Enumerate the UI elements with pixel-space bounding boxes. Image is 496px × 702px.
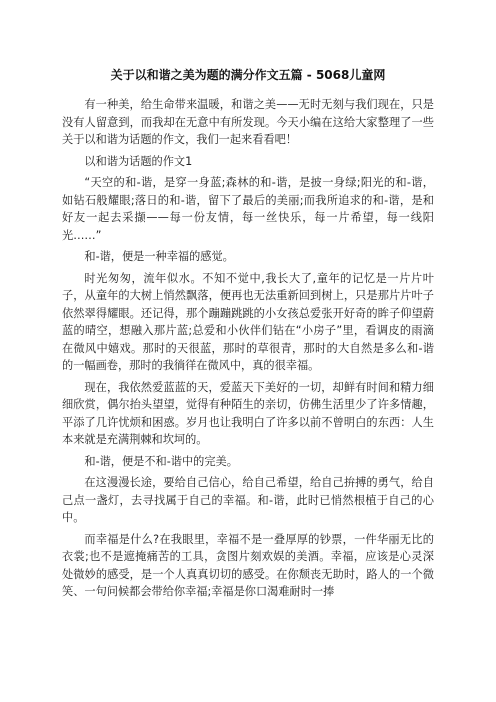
paragraph-present: 现在，我依然爱蓝蓝的天，爱蓝天下美好的一切，却鲜有时间和精力细细欣赏，偶尔抬头望望，觉得有种陌生的亲切，仿佛生活里少了许多情趣，平添了几许忧烦和困惑。岁月也让我明白了许多以前不曾明白的东西：人生本来就是充满荆棘和坎坷的。: [62, 380, 434, 446]
document-title: 关于以和谐之美为题的满分作文五篇 - 5068儿童网: [110, 68, 386, 82]
paragraph-childhood: 时光匆匆，流年似水。不知不觉中,我长大了,童年的记忆是一片片叶子，从童年的大树上悄然飘落，便再也无法重新回到树上，只是那片片叶子依然翠得耀眼。还记得，那个蹦蹦跳跳的小女孩总爱张开好奇的眸子仰望蔚蓝的晴空，想融入那片蓝;总爱和小伙伴们钻在“小房子”里，看调皮的雨滴在微风中嬉戏。那时的天很蓝，那时的草很青，那时的大自然是多么和-谐的一幅画卷，那时的我徜徉在微风中，真的很幸福。: [62, 271, 434, 372]
document-body: [62, 96, 434, 601]
paragraph-harmony-happiness: 和-谐，便是一种幸福的感觉。: [84, 250, 234, 263]
paragraph-intro: 有一种美，给生命带来温暖，和谐之美——无时无刻与我们现在，只是没有人留意到，而我却在无意中有所发现。今天小编在这给大家整理了一些关于以和谐为话题的作文，我们一起来看看吧！: [62, 98, 434, 146]
paragraph-essay-heading: 以和谐为话题的作文1: [84, 154, 193, 168]
paragraph-long-journey: 在这漫漫长途，要给自己信心，给自己希望，给自己拚搏的勇气，给自己点一盏灯，去寻找属于自己的幸福。和-谐，此时已悄然根植于自己的心中。: [62, 476, 434, 524]
paragraph-harmony-perfection: 和-谐，便是不和-谐中的完美。: [84, 454, 238, 468]
paragraph-quote: “天空的和-谐，是穿一身蓝;森林的和-谐，是披一身绿;阳光的和-谐，如钻石般耀眼;落日的和-谐，留下了最后的美丽;而我所追求的和-谐，是和好友一起去采撷——每一份友情，每一丝快乐，每一片希望，每一线阳光……”: [62, 176, 434, 242]
paragraph-what-is-happiness: 而幸福是什么?在我眼里，幸福不是一叠厚厚的钞票，一件华丽无比的衣裳;也不是遮掩痛苦的工具，贪图片刻欢娱的美酒。幸福，应该是心灵深处微妙的感受，是一个人真真切切的感受。在你颓丧无助时，路人的一个微笑、一句问候都会带给你幸福;幸福是你口渴难耐时一捧: [62, 532, 434, 598]
